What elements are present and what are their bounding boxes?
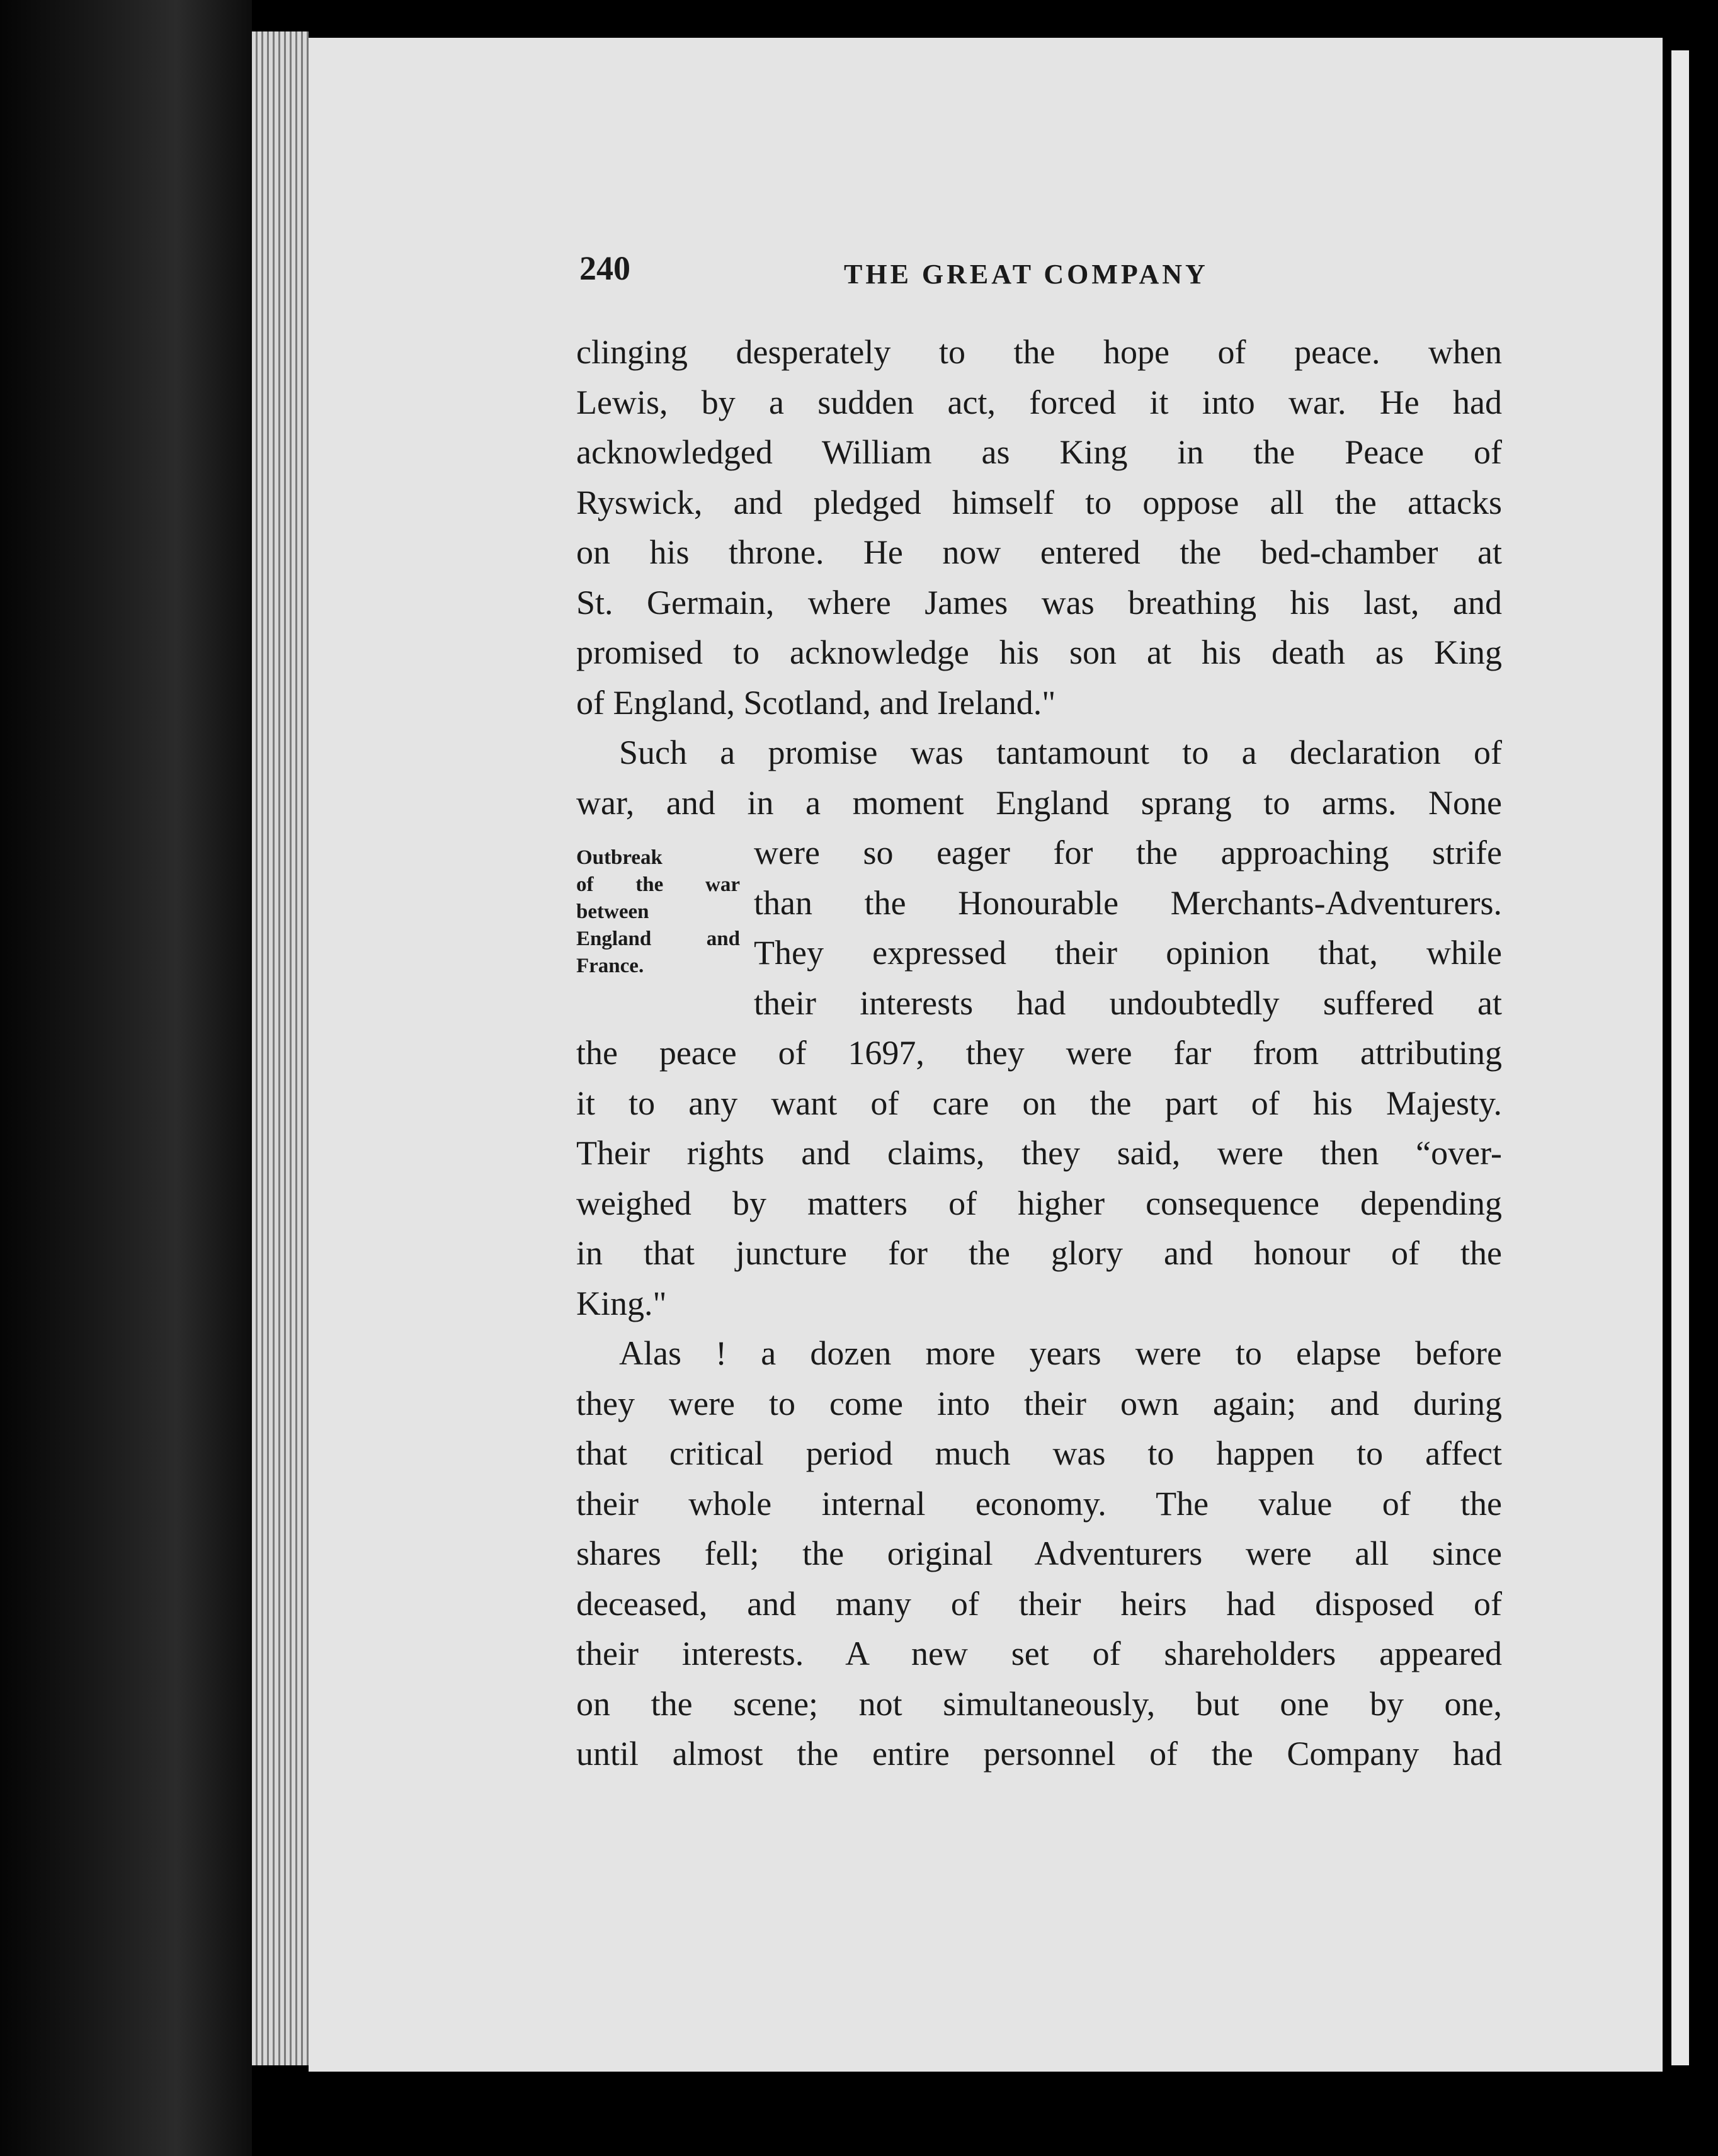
sidenote-line: France. <box>576 955 644 977</box>
sidenote-line: of the war <box>576 873 740 896</box>
text-line: They expressed their opinion that, while <box>754 934 1502 972</box>
running-title: THE GREAT COMPANY <box>844 259 1209 290</box>
marginal-sidenote <box>576 844 740 980</box>
text-line: it to any want of care on the part of his Majesty. <box>576 1084 1502 1122</box>
text-line: acknowledged William as King in the Peace of <box>576 433 1502 471</box>
text-line: the peace of 1697, they were far from attributing <box>576 1034 1502 1072</box>
body-text <box>576 327 1502 1779</box>
text-line: Alas ! a dozen more years were to elapse before <box>619 1334 1502 1372</box>
page-number: 240 <box>579 249 630 287</box>
text-line: that critical period much was to happen to affect <box>576 1434 1502 1472</box>
text-line: Lewis, by a sudden act, forced it into war. He had <box>576 383 1502 421</box>
text-line: promised to acknowledge his son at his death as King <box>576 633 1502 671</box>
text-line: their whole internal economy. The value of the <box>576 1484 1502 1523</box>
text-line: on the scene; not simultaneously, but one by one, <box>576 1684 1502 1723</box>
text-line: on his throne. He now entered the bed-chamber at <box>576 533 1502 571</box>
text-line: Such a promise was tantamount to a declaration of <box>619 734 1502 771</box>
text-line: their interests. A new set of shareholders appeared <box>576 1635 1502 1672</box>
page-edges <box>252 31 309 2065</box>
text-line: were so eager for the approaching strife <box>754 834 1502 871</box>
text-line: Ryswick, and pledged himself to oppose all the attacks <box>576 483 1502 521</box>
text-line: in that juncture for the glory and honour of the <box>576 1234 1502 1272</box>
sidenote-block <box>576 828 1502 1028</box>
text-line: their interests had undoubtedly suffered at <box>754 984 1502 1022</box>
text-line: war, and in a moment England sprang to arms. None <box>576 783 1502 822</box>
paragraph-3 <box>576 1329 1502 1779</box>
paragraph-2 <box>576 728 1502 1329</box>
sidenote-line: between <box>576 900 649 923</box>
text-line: than the Honourable Merchants-Adventurers. <box>754 883 1502 922</box>
sidenote-line: England and <box>576 928 740 950</box>
text-line: of England, Scotland, and Ireland." <box>576 683 1056 722</box>
text-line: deceased, and many of their heirs had disposed of <box>576 1584 1502 1623</box>
text-line: King." <box>576 1284 667 1322</box>
text-line: clinging desperately to the hope of peace. when <box>576 333 1502 371</box>
text-line: they were to come into their own again; and during <box>576 1384 1502 1422</box>
right-page-edge <box>1663 0 1718 2156</box>
text-line: Their rights and claims, they said, were then “over- <box>576 1134 1502 1172</box>
text-line: weighed by matters of higher consequence depending <box>576 1184 1502 1222</box>
book-binding-edge <box>0 0 252 2156</box>
running-head <box>579 249 1511 299</box>
paragraph-1 <box>576 327 1502 728</box>
text-line: shares fell; the original Adventurers were all since <box>576 1535 1502 1572</box>
text-line: St. Germain, where James was breathing his last, and <box>576 583 1502 621</box>
text-line: until almost the entire personnel of the Company had <box>576 1735 1502 1773</box>
sidenote-line: Outbreak <box>576 846 663 869</box>
